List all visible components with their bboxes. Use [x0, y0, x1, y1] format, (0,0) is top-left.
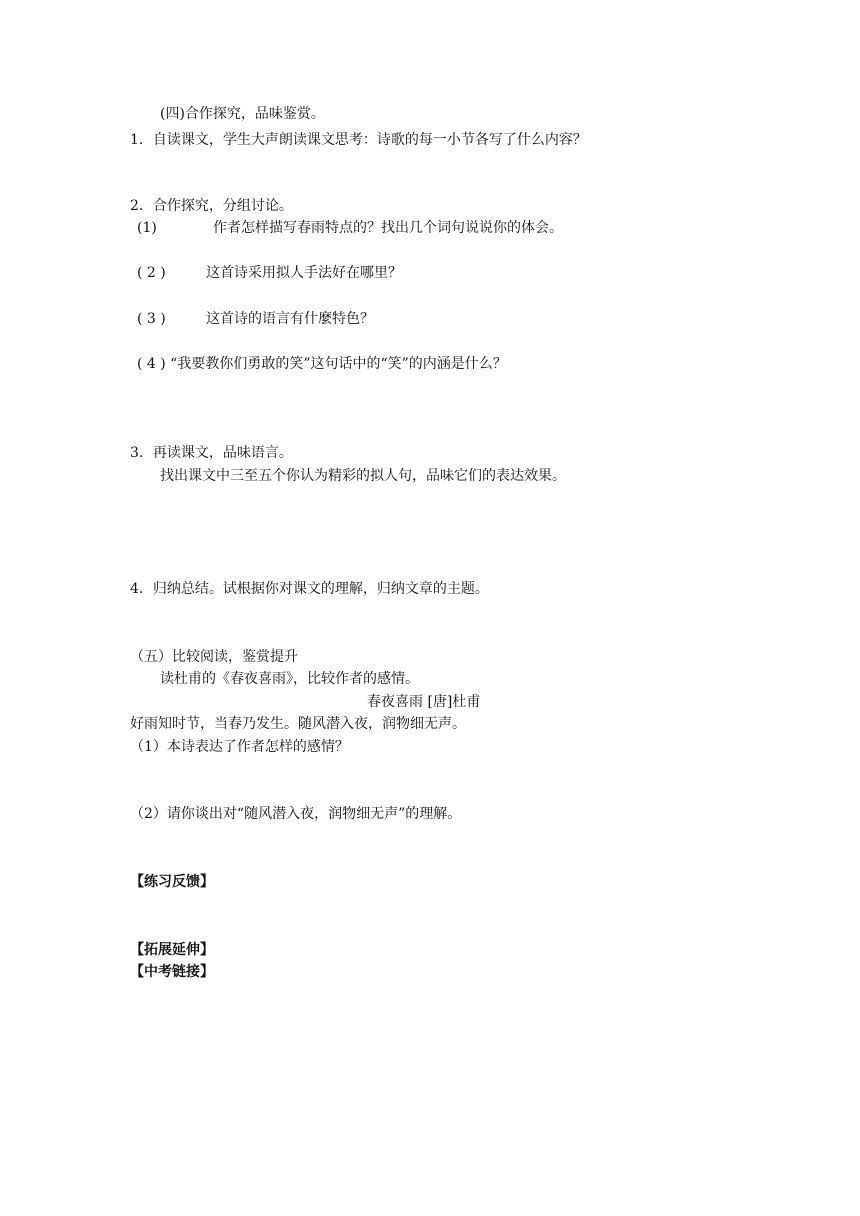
question-2-3-text: 这首诗的语言有什麼特色？ [206, 311, 374, 327]
question-2-2-number: ( 2 ) [137, 265, 166, 281]
section5-question-2: （2）请你谈出对“随风潜入夜，润物细无声”的理解。 [130, 806, 462, 822]
poem-lines: 好雨知时节，当春乃发生。随风潜入夜，润物细无声。 [130, 716, 466, 732]
question-2-4: ( 4 ) “我要教你们勇敢的笑”这句话中的“笑”的内涵是什么？ [137, 356, 507, 372]
section5-heading: （五）比较阅读，鉴赏提升 [130, 649, 298, 665]
question-2-1-text: 作者怎样描写春雨特点的？找出几个词句说说你的体会。 [213, 220, 563, 236]
question-2-2-text: 这首诗采用拟人手法好在哪里？ [206, 265, 402, 281]
section4-heading: (四)合作探究，品味鉴赏。 [160, 106, 325, 122]
question-2-1-number: (1) [137, 220, 157, 236]
section5-question-1: （1）本诗表达了作者怎样的感情？ [130, 739, 349, 755]
section5-intro: 读杜甫的《春夜喜雨》，比较作者的感情。 [160, 671, 419, 687]
question-2: 2．合作探究，分组讨论。 [130, 198, 293, 214]
exam-link-heading: 【中考链接】 [130, 964, 214, 980]
question-1: 1．自读课文，学生大声朗读课文思考：诗歌的每一小节各写了什么内容？ [130, 132, 587, 148]
poem-title: 春夜喜雨 [唐]杜甫 [367, 694, 481, 710]
question-4: 4．归纳总结。试根据你对课文的理解，归纳文章的主题。 [130, 581, 489, 597]
question-3: 3．再读课文，品味语言。 [130, 445, 293, 461]
question-2-3-number: ( 3 ) [137, 311, 166, 327]
question-3-detail: 找出课文中三至五个你认为精彩的拟人句，品味它们的表达效果。 [160, 468, 566, 484]
practice-feedback-heading: 【练习反馈】 [130, 874, 214, 890]
extension-heading: 【拓展延伸】 [130, 942, 214, 958]
